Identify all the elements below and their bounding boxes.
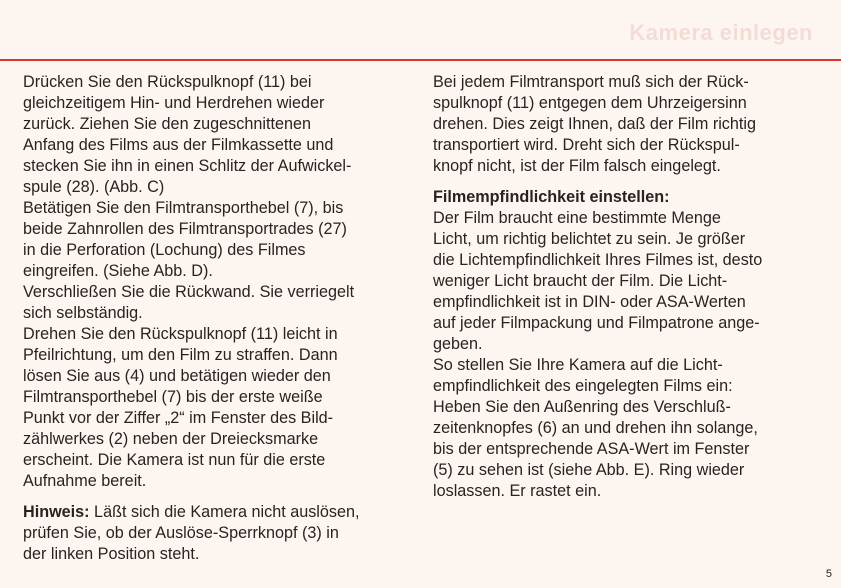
text-line: Drehen Sie den Rückspulknopf (11) leicht in [23, 325, 338, 343]
text-line: Der Film braucht eine bestimmte Menge [433, 209, 721, 227]
text-line: auf jeder Filmpackung und Filmpatrone ange- [433, 314, 760, 332]
text-line: die Lichtempfindlichkeit Ihres Filmes ist, desto [433, 251, 763, 269]
text-line: stecken Sie ihn in einen Schlitz der Aufwickel- [23, 157, 352, 175]
header-title: Kamera einlegen [629, 20, 813, 45]
paragraph-gap [23, 492, 413, 502]
text-line: empfindlichkeit des eingelegten Films ein: [433, 377, 733, 395]
text-line: Drücken Sie den Rückspulknopf (11) bei [23, 73, 312, 91]
text-line: Bei jedem Filmtransport muß sich der Rück- [433, 73, 749, 91]
text-line: geben. [433, 335, 483, 353]
text-line: sich selbständig. [23, 304, 143, 322]
right-column [433, 72, 823, 502]
text-line: Pfeilrichtung, um den Film zu straffen. Dann [23, 346, 338, 364]
paragraph-gap [433, 177, 823, 187]
text-line: gleichzeitigem Hin- und Herdrehen wieder [23, 94, 325, 112]
text-line: Betätigen Sie den Filmtransporthebel (7), bis [23, 199, 344, 217]
text-line: Verschließen Sie die Rückwand. Sie verriegelt [23, 283, 355, 301]
text-line: in die Perforation (Lochung) des Filmes [23, 241, 306, 259]
text-line: lösen Sie aus (4) und betätigen wieder den [23, 367, 331, 385]
text-line: knopf nicht, ist der Film falsch eingelegt. [433, 157, 721, 175]
text-line: prüfen Sie, ob der Auslöse-Sperrknopf (3) in [23, 524, 339, 542]
text-line: So stellen Sie Ihre Kamera auf die Licht- [433, 356, 723, 374]
page-number: 5 [825, 568, 832, 580]
text-line: erscheint. Die Kamera ist nun für die erste [23, 451, 326, 469]
text-line: zurück. Ziehen Sie den zugeschnittenen [23, 115, 311, 133]
text-line: Punkt vor der Ziffer „2“ im Fenster des Bild- [23, 409, 334, 427]
text-line: Anfang des Films aus der Filmkassette und [23, 136, 334, 154]
text-line: (5) zu sehen ist (siehe Abb. E). Ring wieder [433, 461, 745, 479]
text-line: der linken Position steht. [23, 545, 200, 563]
hint-label: Hinweis: [23, 503, 90, 521]
text-line: Heben Sie den Außenring des Verschluß- [433, 398, 731, 416]
text-line: zeitenknopfes (6) an und drehen ihn solange, [433, 419, 758, 437]
text-line: Aufnahme bereit. [23, 472, 147, 490]
text-line: zählwerkes (2) neben der Dreiecksmarke [23, 430, 319, 448]
text-line: weniger Licht braucht der Film. Die Licht- [433, 272, 728, 290]
header-rule [0, 59, 841, 61]
text-line: spulknopf (11) entgegen dem Uhrzeigersinn [433, 94, 747, 112]
page-header [0, 0, 841, 60]
hint-text: Läßt sich die Kamera nicht auslösen, [89, 503, 360, 521]
hint-first-line [23, 502, 413, 523]
text-line: beide Zahnrollen des Filmtransportrades (27) [23, 220, 347, 238]
text-line: bis der entsprechende ASA-Wert im Fenster [433, 440, 750, 458]
text-line: spule (28). (Abb. C) [23, 178, 165, 196]
text-line: transportiert wird. Dreht sich der Rückspul- [433, 136, 740, 154]
hint-note [23, 502, 413, 565]
left-column [23, 72, 413, 565]
text-line: loslassen. Er rastet ein. [433, 482, 602, 500]
right-intro [433, 72, 823, 177]
text-line: Filmtransporthebel (7) bis der erste weiße [23, 388, 323, 406]
text-line: empfindlichkeit ist in DIN- oder ASA-Werten [433, 293, 746, 311]
text-line: drehen. Dies zeigt Ihnen, daß der Film richtig [433, 115, 756, 133]
text-line: eingreifen. (Siehe Abb. D). [23, 262, 213, 280]
right-body [433, 208, 823, 502]
text-line: Licht, um richtig belichtet zu sein. Je größer [433, 230, 746, 248]
left-paragraphs [23, 72, 413, 492]
section-heading: Filmempfindlichkeit einstellen: [433, 188, 670, 206]
